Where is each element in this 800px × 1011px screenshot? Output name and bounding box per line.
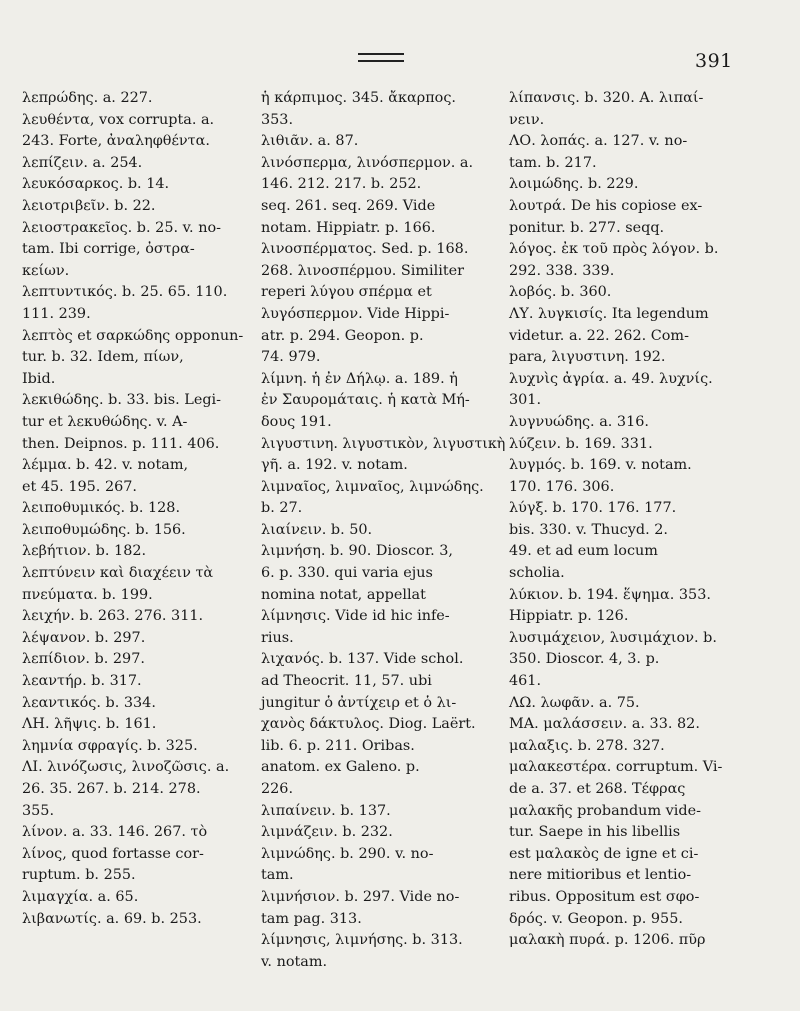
index-entry-line: nomina notat, appellat [261, 586, 426, 603]
index-entry-line: λιαίνειν. b. 50. [261, 521, 373, 538]
index-entry-line: tur et λεκυθώδης. v. A- [22, 413, 188, 430]
index-entry-line: μαλαξις. b. 278. 327. [509, 737, 665, 754]
index-entry-line: est μαλακὸς de igne et ci- [509, 845, 699, 862]
index-entry-line: λιχανός. b. 137. Vide schol. [261, 651, 464, 668]
index-entry-line: λεπτὸς et σαρκώδης opponun- [22, 327, 244, 344]
index-entry-line: 49. et ad eum locum [509, 543, 658, 560]
index-entry-line: ruptum. b. 255. [22, 867, 136, 884]
index-entry-line: λιμαγχία. a. 65. [22, 888, 139, 905]
index-entry-line: λεπτυντικός. b. 25. 65. 110. [22, 284, 228, 301]
index-entry-line: ΛΥ. λυγκισίς. Ita legendum [509, 305, 709, 322]
index-entry-line: λειποθυμώδης. b. 156. [22, 521, 186, 538]
index-entry-line: 26. 35. 267. b. 214. 278. [22, 781, 201, 797]
index-entry-line: λιβανωτίς. a. 69. b. 253. [22, 910, 202, 927]
index-entry-line: λίμνησις. Vide id hic infe- [261, 608, 450, 625]
index-entry-line: λιμνήση. b. 90. Dioscor. 3, [261, 543, 453, 560]
index-entry-line: λοβός. b. 360. [509, 284, 612, 301]
index-column-1 [22, 88, 266, 930]
index-entry-line: scholia. [509, 565, 565, 582]
page-number: 391 [695, 50, 733, 72]
index-entry-line: b. 27. [261, 500, 303, 517]
index-entry-line: λευκόσαρκος. b. 14. [22, 176, 170, 193]
index-entry-line: lib. 6. p. 211. Oribas. [261, 737, 415, 754]
index-entry-line: λέψανον. b. 297. [22, 629, 146, 646]
index-entry-line: 111. 239. [22, 305, 91, 322]
index-entry-line: λιπαίνειν. b. 137. [261, 802, 391, 819]
index-entry-line: δρός. v. Geopon. p. 955. [509, 910, 683, 927]
index-entry-line: λίμνη. ἡ ἐν Δήλῳ. a. 189. ἡ [261, 370, 458, 387]
index-entry-line: Ibid. [22, 370, 56, 387]
index-entry-line: 350. Dioscor. 4, 3. p. [509, 651, 660, 668]
index-entry-line: λημνία σφραγίς. b. 325. [22, 737, 198, 754]
index-entry-line: jungitur ὁ ἀντίχειρ et ὁ λι- [261, 694, 457, 711]
index-entry-line: λιγυστινη. λιγυστικὸν, λιγυστικὴ [261, 435, 506, 452]
index-entry-line: 353. [261, 111, 294, 128]
index-entry-line: 74. 979. [261, 349, 321, 366]
index-entry-line: et 45. 195. 267. [22, 478, 137, 495]
index-entry-line: λυγνυώδης. a. 316. [509, 413, 649, 430]
index-entry-line: videtur. a. 22. 262. Com- [509, 327, 689, 344]
index-entry-line: 146. 212. 217. b. 252. [261, 176, 422, 193]
index-entry-line: γῆ. a. 192. v. notam. [261, 457, 408, 474]
index-entry-line: κείων. [22, 262, 70, 279]
index-entry-line: λεαντικός. b. 334. [22, 694, 156, 711]
index-entry-line: bis. 330. v. Thucyd. 2. [509, 521, 668, 538]
index-entry-line: λίνος, quod fortasse cor- [22, 845, 204, 862]
index-entry-line: then. Deipnos. p. 111. 406. [22, 435, 220, 452]
index-entry-line: λεκιθώδης. b. 33. bis. Legi- [22, 392, 222, 409]
index-entry-line: μαλακὴ πυρά. p. 1206. πῦρ [509, 932, 706, 949]
index-entry-line: Hippiatr. p. 126. [509, 608, 629, 625]
index-entry-line: seq. 261. seq. 269. Vide [261, 197, 436, 214]
index-entry-line: πνεύματα. b. 199. [22, 586, 153, 603]
index-entry-line: λύκιον. b. 194. ἕψημα. 353. [509, 586, 711, 603]
index-entry-line: λέμμα. b. 42. v. notam, [22, 457, 189, 474]
index-entry-line: tur. b. 32. Idem, πίων, [22, 349, 184, 366]
index-entry-line: χανὸς δάκτυλος. Diog. Laërt. [261, 716, 476, 733]
index-entry-line: λεπρώδης. a. 227. [22, 90, 153, 106]
index-entry-line: λουτρά. De his copiose ex- [509, 197, 703, 214]
index-entry-line: λίνον. a. 33. 146. 267. τὸ [22, 824, 208, 841]
index-entry-line: de a. 37. et 268. Τέφρας [509, 781, 686, 797]
index-entry-line: λιμνώδης. b. 290. v. no- [261, 845, 434, 862]
index-entry-line: atr. p. 294. Geopon. p. [261, 327, 424, 344]
index-entry-line: λίπανσις. b. 320. A. λιπαί- [509, 90, 704, 106]
index-entry-line: λινόσπερμα, λινόσπερμον. a. [261, 154, 474, 171]
index-entry-line: rius. [261, 629, 294, 646]
index-entry-line: tam. b. 217. [509, 154, 597, 171]
index-entry-line: μαλακῆς probandum vide- [509, 802, 701, 819]
index-entry-line: λιμναῖος, λιμναῖος, λιμνώδης. [261, 478, 484, 495]
index-column-2 [261, 88, 505, 973]
index-entry-line: μαλακεστέρα. corruptum. Vi- [509, 759, 723, 776]
index-entry-line: ΛΩ. λωφᾶν. a. 75. [509, 694, 640, 711]
index-entry-line: nere mitioribus et lentio- [509, 867, 692, 884]
index-entry-line: v. notam. [261, 953, 328, 970]
index-entry-line: ribus. Oppositum est σφο- [509, 888, 700, 905]
index-entry-line: λεπίζειν. a. 254. [22, 154, 143, 171]
index-entry-line: λυγμός. b. 169. v. notam. [509, 457, 692, 474]
index-entry-line: δους 191. [261, 413, 332, 430]
index-column-3 [509, 88, 789, 952]
index-entry-line: λευθέντα, vox corrupta. a. [22, 111, 215, 128]
index-entry-line: λιμνήσιον. b. 297. Vide no- [261, 888, 460, 905]
header-double-rule [358, 53, 404, 62]
index-entry-line: 6. p. 330. qui varia ejus [261, 565, 433, 582]
index-entry-line: λεαντήρ. b. 317. [22, 673, 142, 690]
index-entry-line: λυγόσπερμον. Vide Hippi- [261, 305, 450, 322]
index-entry-line: ΛΗ. λῆψις. b. 161. [22, 716, 157, 733]
index-entry-line: ΜΑ. μαλάσσειν. a. 33. 82. [509, 716, 700, 733]
index-entry-line: λυσιμάχειον, λυσιμάχιον. b. [509, 629, 717, 646]
index-entry-line: 292. 338. 339. [509, 262, 615, 279]
index-entry-line: νειν. [509, 111, 545, 128]
index-entry-line: λίμνησις, λιμνήσης. b. 313. [261, 932, 463, 949]
index-entry-line: ἡ κάρπιμος. 345. ἄκαρπος. [261, 90, 456, 106]
index-entry-line: tur. Saepe in his libellis [509, 824, 681, 841]
index-entry-line: λοιμώδης. b. 229. [509, 176, 639, 193]
index-entry-line: tam pag. 313. [261, 910, 362, 927]
index-entry-line: tam. Ibi corrige, ὀστρα- [22, 241, 195, 258]
index-entry-line: 243. Forte, ἀναληφθέντα. [22, 133, 210, 150]
index-entry-line: 301. [509, 392, 542, 409]
index-entry-line: λειοτριβεῖν. b. 22. [22, 197, 156, 214]
index-entry-line: λειοστρακεῖος. b. 25. v. no- [22, 219, 221, 236]
index-entry-line: ad Theocrit. 11, 57. ubi [261, 673, 432, 690]
index-entry-line: anatom. ex Galeno. p. [261, 759, 420, 776]
index-entry-line: λυχνὶς ἀγρία. a. 49. λυχνίς. [509, 370, 713, 387]
index-entry-line: λόγος. ἐκ τοῦ πρὸς λόγον. b. [509, 241, 719, 258]
index-entry-line: λεπίδιον. b. 297. [22, 651, 145, 668]
index-entry-line: λειποθυμικός. b. 128. [22, 500, 181, 517]
index-entry-line: 355. [22, 802, 55, 819]
index-entry-line: λεπτύνειν καὶ διαχέειν τὰ [22, 565, 214, 582]
index-entry-line: ponitur. b. 277. seqq. [509, 219, 665, 236]
index-entry-line: λιμνάζειν. b. 232. [261, 824, 393, 841]
index-entry-line: 268. λινοσπέρμου. Similiter [261, 262, 464, 279]
index-entry-line: λειχήν. b. 263. 276. 311. [22, 608, 204, 625]
index-entry-line: λεβήτιον. b. 182. [22, 543, 147, 560]
index-entry-line: reperi λύγου σπέρμα et [261, 284, 432, 301]
index-entry-line: λιθιᾶν. a. 87. [261, 133, 359, 150]
index-entry-line: λύγξ. b. 170. 176. 177. [509, 500, 677, 517]
index-entry-line: 461. [509, 673, 542, 690]
index-entry-line: 226. [261, 781, 294, 797]
index-entry-line: ΛΟ. λοπάς. a. 127. v. no- [509, 133, 688, 150]
index-entry-line: tam. [261, 867, 294, 884]
index-entry-line: para, λιγυστινη. 192. [509, 349, 666, 366]
index-entry-line: ΛΙ. λινόζωσις, λινοζῶσις. a. [22, 759, 230, 776]
index-entry-line: λινοσπέρματος. Sed. p. 168. [261, 241, 469, 258]
index-entry-line: λύζειν. b. 169. 331. [509, 435, 653, 452]
index-entry-line: notam. Hippiatr. p. 166. [261, 219, 436, 236]
index-entry-line: ἐν Σαυρομάταις. ἡ κατὰ Μή- [261, 392, 470, 409]
index-entry-line: 170. 176. 306. [509, 478, 615, 495]
